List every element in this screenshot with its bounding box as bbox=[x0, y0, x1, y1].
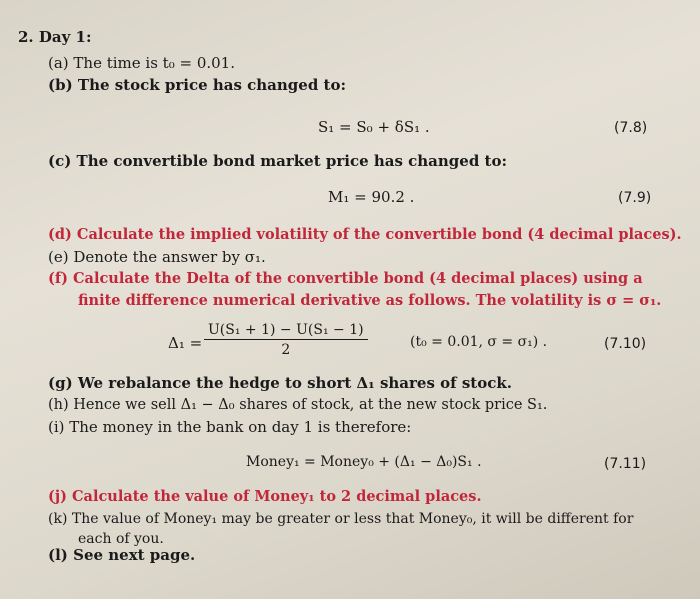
item-j: (j) Calculate the value of Money₁ to 2 decimal places. bbox=[48, 488, 482, 505]
item-h: (h) Hence we sell Δ₁ − Δ₀ shares of stock, at the new stock price S₁. bbox=[48, 397, 548, 413]
item-f-line1: (f) Calculate the Delta of the convertible bond (4 decimal places) using a bbox=[48, 270, 643, 287]
equation-number-7-10: (7.10) bbox=[604, 336, 647, 352]
problem-heading: 2. Day 1: bbox=[18, 28, 92, 46]
item-l: (l) See next page. bbox=[48, 546, 196, 564]
item-a: (a) The time is t₀ = 0.01. bbox=[48, 54, 235, 72]
equation-7-10-lhs: Δ₁ = bbox=[168, 334, 203, 352]
item-i: (i) The money in the bank on day 1 is therefore: bbox=[48, 418, 412, 436]
fraction-denominator: 2 bbox=[281, 342, 291, 358]
item-c: (c) The convertible bond market price has changed to: bbox=[48, 152, 508, 170]
equation-7-8: S₁ = S₀ + δS₁ . bbox=[318, 118, 430, 136]
equation-7-10-fraction bbox=[204, 322, 368, 358]
fraction-numerator: U(S₁ + 1) − U(S₁ − 1) bbox=[204, 322, 368, 340]
item-b: (b) The stock price has changed to: bbox=[48, 76, 347, 94]
item-e: (e) Denote the answer by σ₁. bbox=[48, 248, 266, 266]
equation-7-11: Money₁ = Money₀ + (Δ₁ − Δ₀)S₁ . bbox=[246, 454, 482, 470]
equation-7-10-conditions: (t₀ = 0.01, σ = σ₁) . bbox=[410, 334, 548, 350]
item-g: (g) We rebalance the hedge to short Δ₁ shares of stock. bbox=[48, 374, 512, 392]
item-k-line1: (k) The value of Money₁ may be greater or less that Money₀, it will be different for bbox=[48, 511, 634, 527]
equation-number-7-11: (7.11) bbox=[604, 456, 647, 472]
item-k-line2: each of you. bbox=[78, 531, 164, 547]
item-d: (d) Calculate the implied volatility of the convertible bond (4 decimal places). bbox=[48, 226, 682, 243]
item-f-line2: finite difference numerical derivative as follows. The volatility is σ = σ₁. bbox=[78, 292, 662, 309]
equation-number-7-9: (7.9) bbox=[618, 190, 652, 206]
equation-number-7-8: (7.8) bbox=[614, 120, 648, 136]
equation-7-9: M₁ = 90.2 . bbox=[328, 188, 415, 206]
